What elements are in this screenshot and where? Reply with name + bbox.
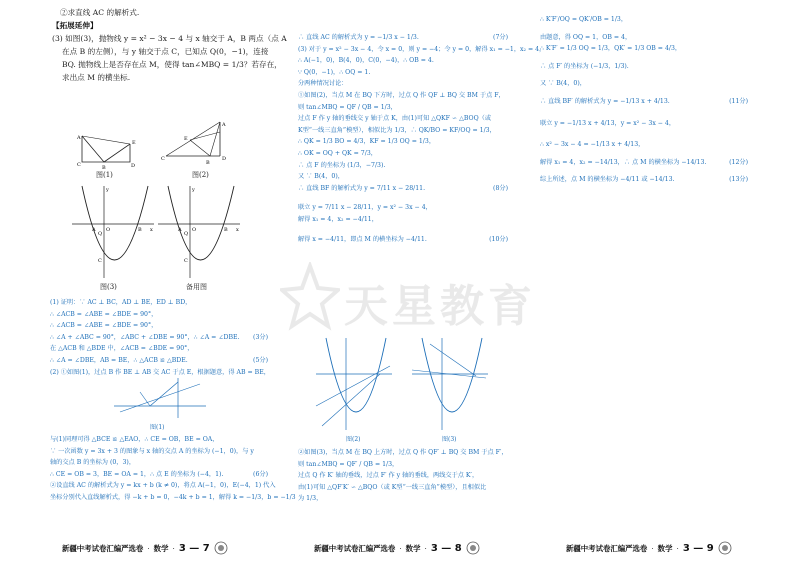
answer-line: 分两种情况讨论： bbox=[298, 80, 348, 88]
fig1-label-e: E bbox=[132, 140, 136, 146]
question-line: 求出点 M 的横坐标. bbox=[62, 73, 131, 82]
answer-block-2b bbox=[298, 447, 508, 505]
emblem-icon bbox=[466, 541, 480, 555]
footer-book: 新疆中考试卷汇编严选卷 bbox=[62, 543, 144, 553]
figure-2-caption: 图(2) bbox=[192, 171, 209, 179]
figure-3-caption: 图(3) bbox=[100, 283, 117, 291]
answer-line: ∴ OK = OQ + QK = 7/3， bbox=[298, 149, 377, 157]
answer-line: ∴ K′F′/OQ = QK′/OB = 1/3， bbox=[540, 16, 628, 23]
answer-line: ∵ 一次函数 y = 3x + 3 的图象与 x 轴的交点 A 的坐标为 (−1，0)，与 y bbox=[50, 447, 254, 455]
answer-figure-2 bbox=[314, 336, 394, 432]
question-line: 在点 B 的左侧），与 y 轴交于点 C，已知点 Q(0，−1)，连接 bbox=[62, 47, 269, 56]
answer-block-3 bbox=[540, 14, 748, 186]
watermark-brand: 天星教育 bbox=[344, 281, 536, 332]
footer-subject: 数学 bbox=[657, 543, 673, 553]
fig3-label-a: A bbox=[92, 227, 96, 233]
answer-line: ∵ Q(0，−1)，∴ OQ = 1. bbox=[298, 68, 371, 76]
answer-line: K型“一线三直角”模型），相似比为 1/3，∴ QK/BO = KF/OQ = 1/3， bbox=[298, 126, 496, 134]
spare-label-y: y bbox=[192, 187, 195, 193]
emblem-icon bbox=[214, 541, 228, 555]
answer-line: 坐标分别代入直线解析式，得 −k + b = 0，−4k + b = 1，解得 k = −1/3，b = −1/3 bbox=[50, 493, 296, 501]
answer-line: ①如图(2)，当点 M 在 BQ 下方时，过点 Q 作 QF ⊥ BQ 交 BM 于点 F， bbox=[298, 91, 505, 99]
footer-subject: 数学 bbox=[405, 543, 421, 553]
answer-line: 由题意，得 OQ = 1，OB = 4， bbox=[540, 33, 632, 41]
answer-line: ②如图(3)，当点 M 在 BQ 上方时，过点 Q 作 QF′ ⊥ BQ 交 BM 于点 F′， bbox=[298, 449, 508, 456]
figure-1 bbox=[74, 130, 146, 170]
answer-line: 为 1/3， bbox=[298, 495, 323, 503]
fig3-label-o: O bbox=[106, 227, 111, 233]
spare-label-a: A bbox=[178, 227, 182, 233]
answer-block-1a bbox=[50, 297, 268, 378]
answer-line: ∴ ∠A = ∠DBE，AB = BE，∴ △ACB ≌ △BDE. (5分) bbox=[50, 356, 268, 364]
answer-line: 解得 x = −4/11，即点 M 的横坐标为 −4/11. (10分) bbox=[298, 235, 508, 243]
emblem-icon bbox=[718, 541, 732, 555]
answer-line: ∴ ∠ACB = ∠ABE = ∠BDE = 90°， bbox=[50, 322, 158, 330]
footer-1: 新疆中考试卷汇编严选卷 · 数学 · 3 — 7 bbox=[62, 539, 228, 557]
answer-line: 综上所述，点 M 的横坐标为 −4/11 或 −14/13. (13分) bbox=[540, 176, 748, 184]
fig3-label-q: Q bbox=[98, 231, 103, 237]
answer-line: ②设直线 AC 的解析式为 y = kx + b (k ≠ 0)，将点 A(−1，0)，E(−4，1) 代入 bbox=[50, 482, 276, 490]
fig3-label-b: B bbox=[138, 227, 142, 233]
answer-figure-2-caption: 图(2) bbox=[346, 436, 361, 443]
answer-line: ∴ QK = 1/3 BO = 4/3，KF = 1/3 OQ = 1/3， bbox=[298, 138, 436, 146]
answer-line: 过点 F 作 y 轴的垂线交 y 轴于点 K，由(1)可知 △QKF ∽ △BOQ（或 bbox=[298, 115, 492, 123]
fig1-label-c: C bbox=[77, 162, 81, 168]
fig2-label-e: E bbox=[184, 136, 188, 142]
footer-book: 新疆中考试卷汇编严选卷 bbox=[314, 543, 396, 553]
footer-page: 3 — 9 bbox=[682, 542, 714, 554]
answer-line: 解得 x₁ = 4，x₂ = −4/11， bbox=[298, 215, 378, 223]
answer-line: ∴ CE = OB = 3，BE = OA = 1，∴ 点 E 的坐标为 (−4，1). (6分) bbox=[50, 470, 268, 478]
answer-line: (1) 证明：∵ AC ⊥ BC，AD ⊥ BE，ED ⊥ BD， bbox=[50, 299, 192, 306]
answer-line: 则 tan∠MBQ = QF′ / QB = 1/3， bbox=[298, 460, 399, 468]
fig2-label-d: D bbox=[222, 156, 227, 162]
answer-line: 与(1)同理可得 △BCE ≌ △EAO，∴ CE = OB，BE = OA， bbox=[50, 436, 219, 443]
answer-line: ∴ 点 F 的坐标为 (1/3，−7/3). bbox=[298, 161, 386, 169]
spare-label-o: O bbox=[192, 227, 197, 233]
footer-2: 新疆中考试卷汇编严选卷 · 数学 · 3 — 8 bbox=[314, 539, 480, 557]
answer-line: 联立 y = −1/13 x + 4/13，y = x² − 3x − 4， bbox=[540, 119, 676, 127]
extension-heading: 【拓展延伸】 bbox=[52, 21, 98, 30]
answer-block-2a bbox=[298, 32, 546, 245]
answer-figure-1 bbox=[110, 376, 210, 420]
spare-label-b: B bbox=[224, 227, 228, 233]
figure-2 bbox=[160, 118, 240, 170]
question-block bbox=[52, 6, 287, 84]
spare-label-c: C bbox=[184, 258, 188, 264]
footer-3: 新疆中考试卷汇编严选卷 · 数学 · 3 — 9 bbox=[566, 539, 732, 557]
answer-line: ∴ K′F′ = 1/3 OQ = 1/3，QK′ = 1/3 OB = 4/3， bbox=[540, 45, 682, 53]
answer-line: ∴ ∠A + ∠ABC = 90°，∠ABC + ∠DBE = 90°，∴ ∠A = ∠DBE. (3分) bbox=[50, 333, 268, 341]
answer-line: ∴ 直线 BF′ 的解析式为 y = −1/13 x + 4/13. (11分) bbox=[540, 97, 748, 105]
fig3-label-y: y bbox=[106, 187, 109, 193]
fig1-label-d: D bbox=[131, 163, 136, 169]
question-line: BQ. 抛物线上是否存在点 M，使得 tan∠MBQ = 1/3？若存在， bbox=[62, 60, 282, 69]
fig2-label-c: C bbox=[161, 156, 165, 162]
spare-label-x: x bbox=[236, 227, 239, 233]
footer-page: 3 — 8 bbox=[430, 542, 462, 554]
spare-label-q: Q bbox=[184, 231, 189, 237]
fig3-label-c: C bbox=[98, 258, 102, 264]
answer-line: ∴ A(−1，0)，B(4，0)，C(0，−4)，∴ OB = 4. bbox=[298, 57, 434, 65]
answer-line: (2) ①如图(1)，过点 B 作 BE ⊥ AB 交 AC 于点 E，根据题意，得 AB = BE， bbox=[50, 368, 270, 376]
figure-3 bbox=[68, 184, 158, 280]
fig1-label-b: B bbox=[102, 165, 106, 170]
fig2-label-a: A bbox=[222, 122, 226, 128]
answer-line: ∴ ∠ACB = ∠ABE = ∠BDE = 90°， bbox=[50, 310, 158, 318]
watermark bbox=[280, 262, 580, 337]
fig2-label-b: B bbox=[206, 160, 210, 166]
answer-line: 则 tan∠MBQ = QF / QB = 1/3， bbox=[298, 103, 397, 111]
footer-page: 3 — 7 bbox=[178, 542, 210, 554]
fig1-label-a: A bbox=[77, 135, 81, 141]
question-line: (3) 如图(3)，抛物线 y = x² − 3x − 4 与 x 轴交于 A，B 两点（点 A bbox=[52, 34, 287, 43]
answer-line: 由(1)可知 △QF′K′ ∽ △BQO（或 K型“一线三直角”模型），且相似比 bbox=[298, 483, 487, 491]
answer-line: ∴ 直线 BF 的解析式为 y = 7/11 x − 28/11. (8分) bbox=[298, 184, 508, 192]
question-line: ②求直线 AC 的解析式. bbox=[60, 8, 140, 17]
answer-line: 在 △ACB 和 △BDE 中，∠ACB = ∠BDE = 90°， bbox=[50, 345, 194, 353]
answer-line: (3) 对于 y = x² − 3x − 4，令 x = 0，则 y = −4；令 y = 0，解得 x₁ = −1，x₂ = 4， bbox=[298, 45, 546, 53]
answer-line: ∴ 点 F′ 的坐标为 (−1/3，1/3). bbox=[540, 62, 629, 70]
answer-line: 又 ∵ B(4，0)， bbox=[540, 80, 586, 88]
spare-figure-caption: 备用图 bbox=[186, 283, 207, 291]
figure-1-caption: 图(1) bbox=[96, 171, 113, 179]
footer-subject: 数学 bbox=[153, 543, 169, 553]
answer-figure-3 bbox=[410, 336, 490, 432]
answer-line: 解得 x₁ = 4，x₂ = −14/13，∴ 点 M 的横坐标为 −14/13. (12分) bbox=[540, 158, 748, 166]
answer-line: 轴的交点 B 的坐标为 (0，3)， bbox=[50, 459, 136, 467]
answer-line: 联立 y = 7/11 x − 28/11，y = x² − 3x − 4， bbox=[298, 204, 432, 212]
answer-line: 又 ∵ B(4，0)， bbox=[298, 173, 344, 181]
answer-figure-3-caption: 图(3) bbox=[442, 436, 457, 443]
fig3-label-x: x bbox=[150, 227, 153, 233]
spare-figure bbox=[154, 184, 244, 280]
footer-book: 新疆中考试卷汇编严选卷 bbox=[566, 543, 648, 553]
answer-line: ∴ 直线 AC 的解析式为 y = −1/3 x − 1/3. (7分) bbox=[298, 34, 508, 41]
answer-figure-1-caption: 图(1) bbox=[150, 424, 165, 431]
answer-line: 过点 Q 作 K′ 轴的垂线，过点 F′ 作 y 轴的垂线，两线交于点 K′， bbox=[298, 472, 479, 480]
answer-block-1b bbox=[50, 434, 296, 504]
answer-line: ∴ x² − 3x − 4 = −1/13 x + 4/13， bbox=[540, 141, 645, 149]
star-logo-icon bbox=[280, 262, 340, 332]
